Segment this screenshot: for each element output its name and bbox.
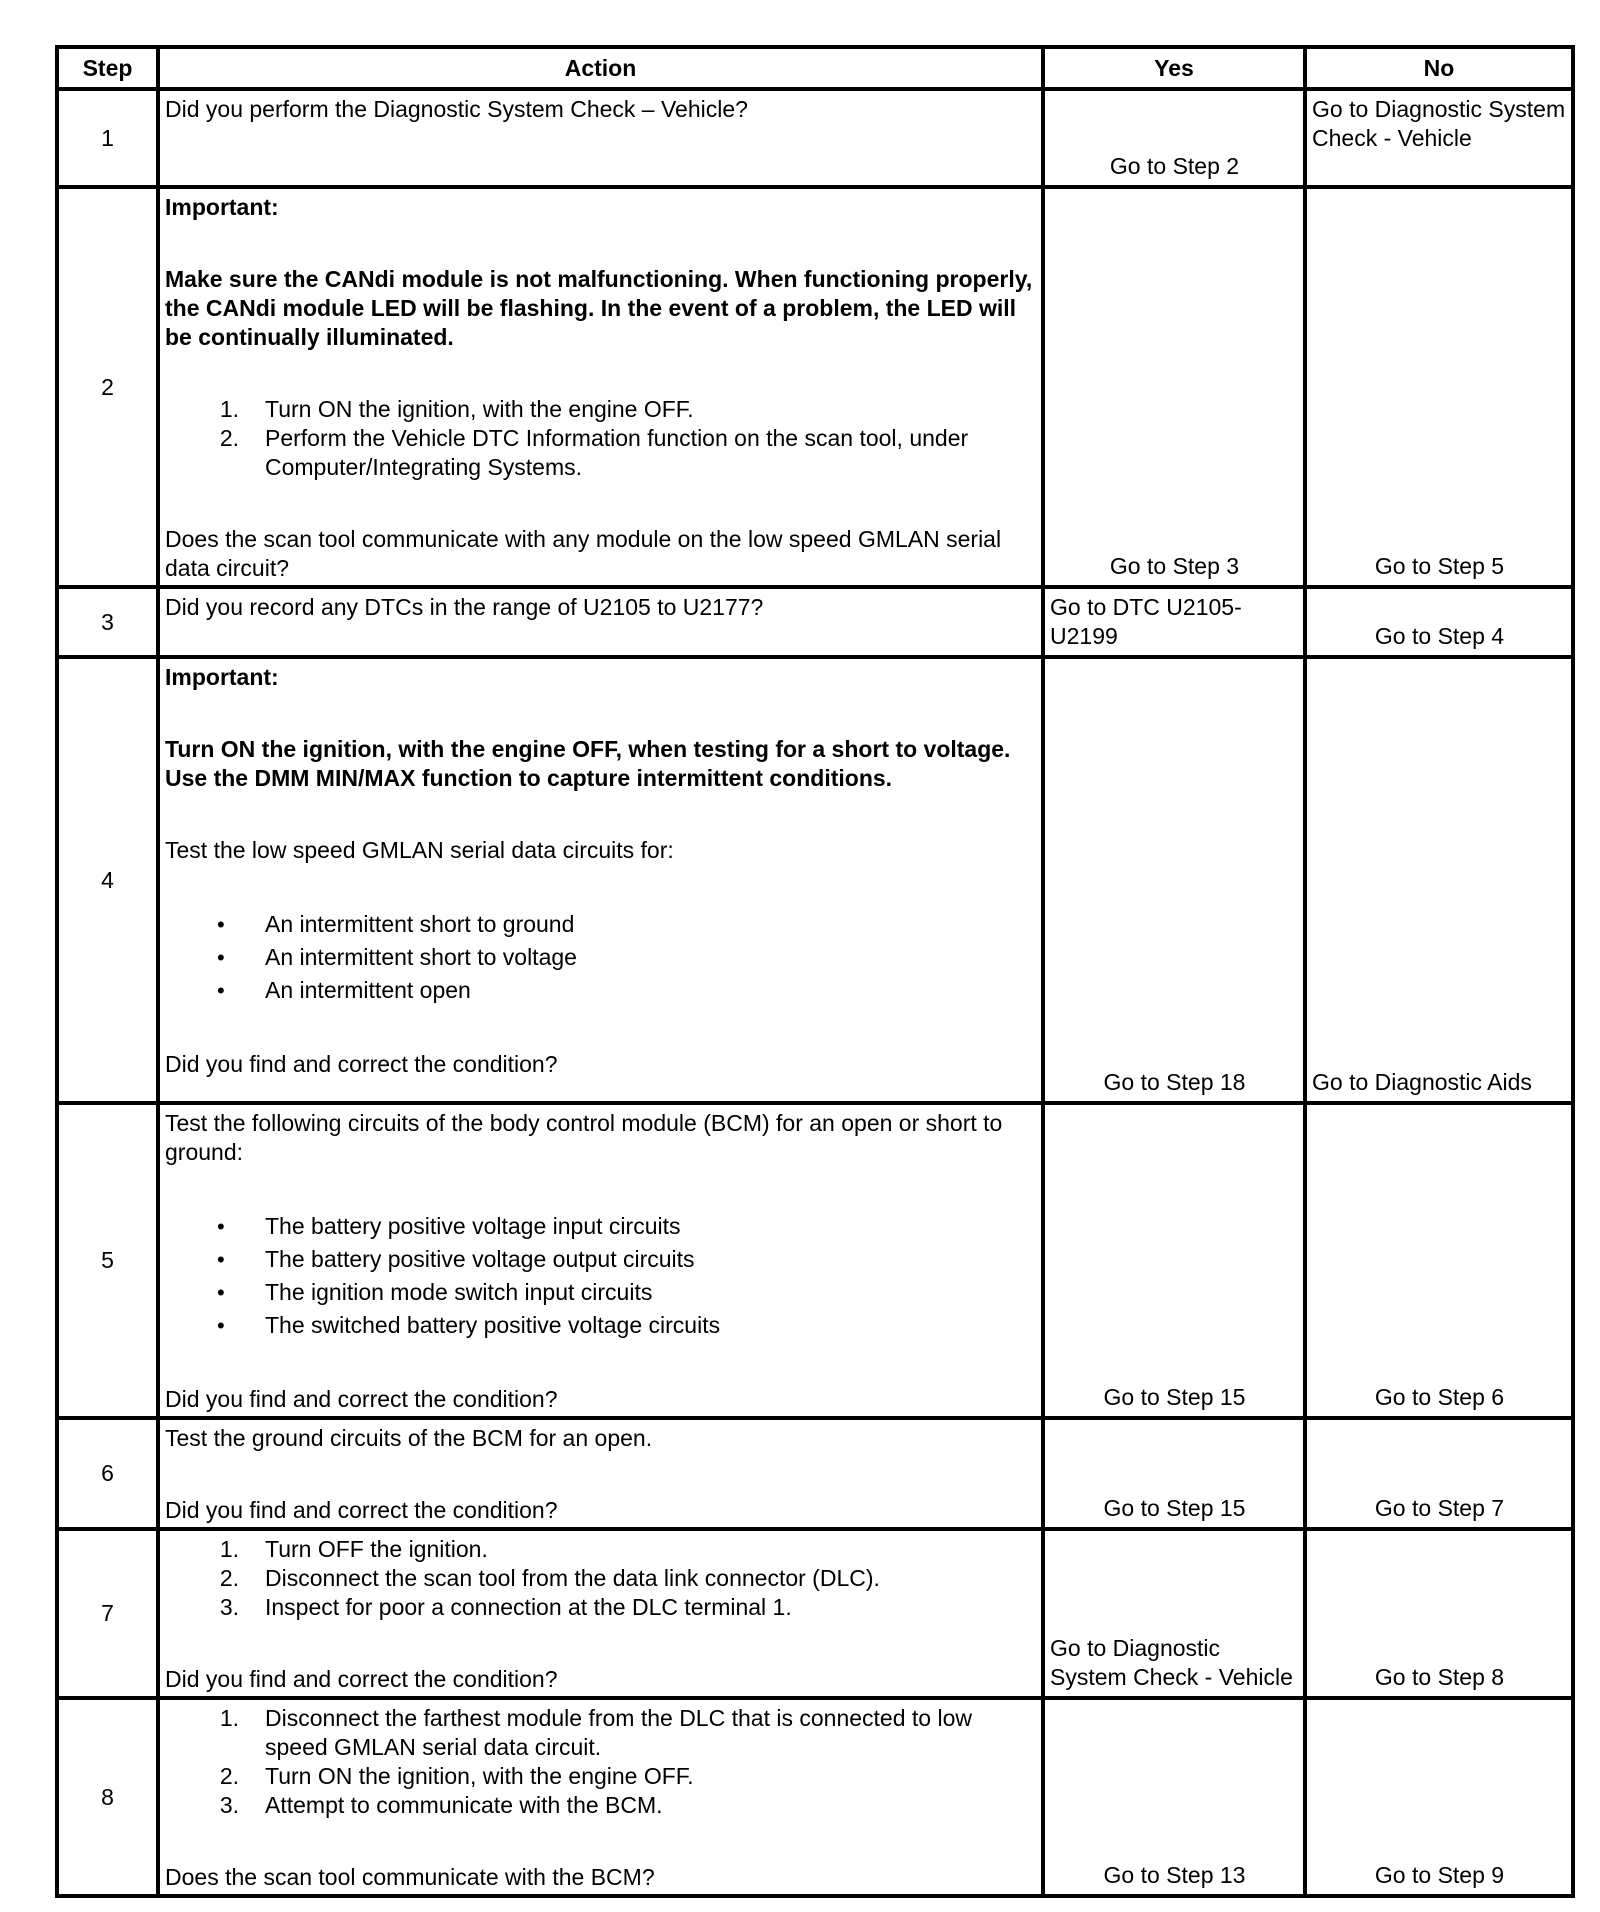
- action-question: Did you record any DTCs in the range of U2105 to U2177?: [165, 594, 764, 620]
- action-cell: [158, 1529, 1043, 1698]
- yes-cell: Go to DTC U2105-U2199: [1043, 587, 1305, 657]
- no-cell: Go to Step 7: [1305, 1418, 1573, 1529]
- action-cell: [158, 1698, 1043, 1896]
- action-cell: [158, 187, 1043, 587]
- list-item: 1. Turn OFF the ignition.: [219, 1536, 488, 1562]
- list-item: 3. Inspect for poor a connection at the DLC terminal 1.: [219, 1594, 792, 1620]
- step-number: 1: [57, 89, 158, 187]
- no-cell: Go to Step 8: [1305, 1529, 1573, 1698]
- action-intro: Test the low speed GMLAN serial data circuits for:: [165, 837, 674, 863]
- diagnostic-table: [55, 45, 1575, 1898]
- table-row-step-5: [57, 1103, 1573, 1418]
- table-row-step-8: [57, 1698, 1573, 1896]
- header-action: Action: [158, 47, 1043, 89]
- no-cell: Go to Step 6: [1305, 1103, 1573, 1418]
- step-number: 4: [57, 657, 158, 1103]
- list-item: • The battery positive voltage output circuits: [165, 1243, 1037, 1276]
- step-number: 3: [57, 587, 158, 657]
- action-question: Did you find and correct the condition?: [165, 1497, 558, 1523]
- list-item: 2. Disconnect the scan tool from the data link connector (DLC).: [219, 1565, 880, 1591]
- list-item: 2. Turn ON the ignition, with the engine OFF.: [219, 1763, 694, 1789]
- action-cell: [158, 587, 1043, 657]
- important-text: Turn ON the ignition, with the engine OFF, when testing for a short to voltage. Use the DMM MIN/MAX function to capture intermittent conditions.: [165, 736, 1011, 791]
- step-number: 2: [57, 187, 158, 587]
- action-question: Did you perform the Diagnostic System Check – Vehicle?: [165, 96, 748, 122]
- condition-list: [165, 908, 1037, 1007]
- action-question: Did you find and correct the condition?: [165, 1386, 558, 1412]
- header-no: No: [1305, 47, 1573, 89]
- list-item: • The battery positive voltage input circuits: [165, 1210, 1037, 1243]
- no-cell: Go to Diagnostic Aids: [1305, 657, 1573, 1103]
- header-step: Step: [57, 47, 158, 89]
- table-row-step-6: [57, 1418, 1573, 1529]
- list-item: • The ignition mode switch input circuits: [165, 1276, 1037, 1309]
- procedure-list: [165, 1535, 1037, 1622]
- yes-cell: Go to Step 13: [1043, 1698, 1305, 1896]
- step-number: 8: [57, 1698, 158, 1896]
- action-question: Did you find and correct the condition?: [165, 1666, 558, 1692]
- important-text: Make sure the CANdi module is not malfunctioning. When functioning properly, the CANdi module LED will be flashing. In the event of a problem, the LED will be continually illuminated.: [165, 266, 1033, 350]
- step-number: 5: [57, 1103, 158, 1418]
- table-row-step-3: [57, 587, 1573, 657]
- action-question: Does the scan tool communicate with the BCM?: [165, 1864, 655, 1890]
- list-item: • An intermittent short to ground: [165, 908, 1037, 941]
- yes-cell: Go to Step 2: [1043, 89, 1305, 187]
- diagnostic-table-sheet: [55, 45, 1571, 1898]
- no-cell: Go to Step 5: [1305, 187, 1573, 587]
- table-row-step-1: [57, 89, 1573, 187]
- table-header-row: [57, 47, 1573, 89]
- circuit-list: [165, 1210, 1037, 1342]
- list-item: • An intermittent short to voltage: [165, 941, 1037, 974]
- yes-cell: Go to Step 15: [1043, 1418, 1305, 1529]
- yes-cell: Go to Step 3: [1043, 187, 1305, 587]
- list-item: 3. Attempt to communicate with the BCM.: [219, 1792, 663, 1818]
- list-item: • An intermittent open: [165, 974, 1037, 1007]
- yes-cell: Go to Step 18: [1043, 657, 1305, 1103]
- action-cell: [158, 1103, 1043, 1418]
- procedure-list: [165, 395, 1037, 482]
- list-item: 1. Turn ON the ignition, with the engine OFF.: [219, 396, 694, 422]
- procedure-list: [165, 1704, 1037, 1820]
- action-intro: Test the ground circuits of the BCM for an open.: [165, 1425, 653, 1451]
- yes-cell: Go to Diagnostic System Check - Vehicle: [1043, 1529, 1305, 1698]
- list-item: 2. Perform the Vehicle DTC Information function on the scan tool, under Computer/Integrating Systems.: [219, 425, 969, 480]
- header-yes: Yes: [1043, 47, 1305, 89]
- action-cell: [158, 1418, 1043, 1529]
- action-question: Did you find and correct the condition?: [165, 1051, 558, 1077]
- no-cell: Go to Step 9: [1305, 1698, 1573, 1896]
- step-number: 7: [57, 1529, 158, 1698]
- table-row-step-2: [57, 187, 1573, 587]
- action-cell: [158, 89, 1043, 187]
- list-item: • The switched battery positive voltage circuits: [165, 1309, 1037, 1342]
- no-cell: Go to Step 4: [1305, 587, 1573, 657]
- action-cell: [158, 657, 1043, 1103]
- action-question: Does the scan tool communicate with any module on the low speed GMLAN serial data circuit?: [165, 526, 1002, 581]
- table-row-step-4: [57, 657, 1573, 1103]
- action-intro: Test the following circuits of the body control module (BCM) for an open or short to ground:: [165, 1110, 1003, 1165]
- no-cell: Go to Diagnostic System Check - Vehicle: [1305, 89, 1573, 187]
- step-number: 6: [57, 1418, 158, 1529]
- yes-cell: Go to Step 15: [1043, 1103, 1305, 1418]
- table-row-step-7: [57, 1529, 1573, 1698]
- important-label: Important:: [165, 194, 279, 220]
- important-label: Important:: [165, 664, 279, 690]
- list-item: 1. Disconnect the farthest module from the DLC that is connected to low speed GMLAN serial data circuit.: [219, 1705, 972, 1760]
